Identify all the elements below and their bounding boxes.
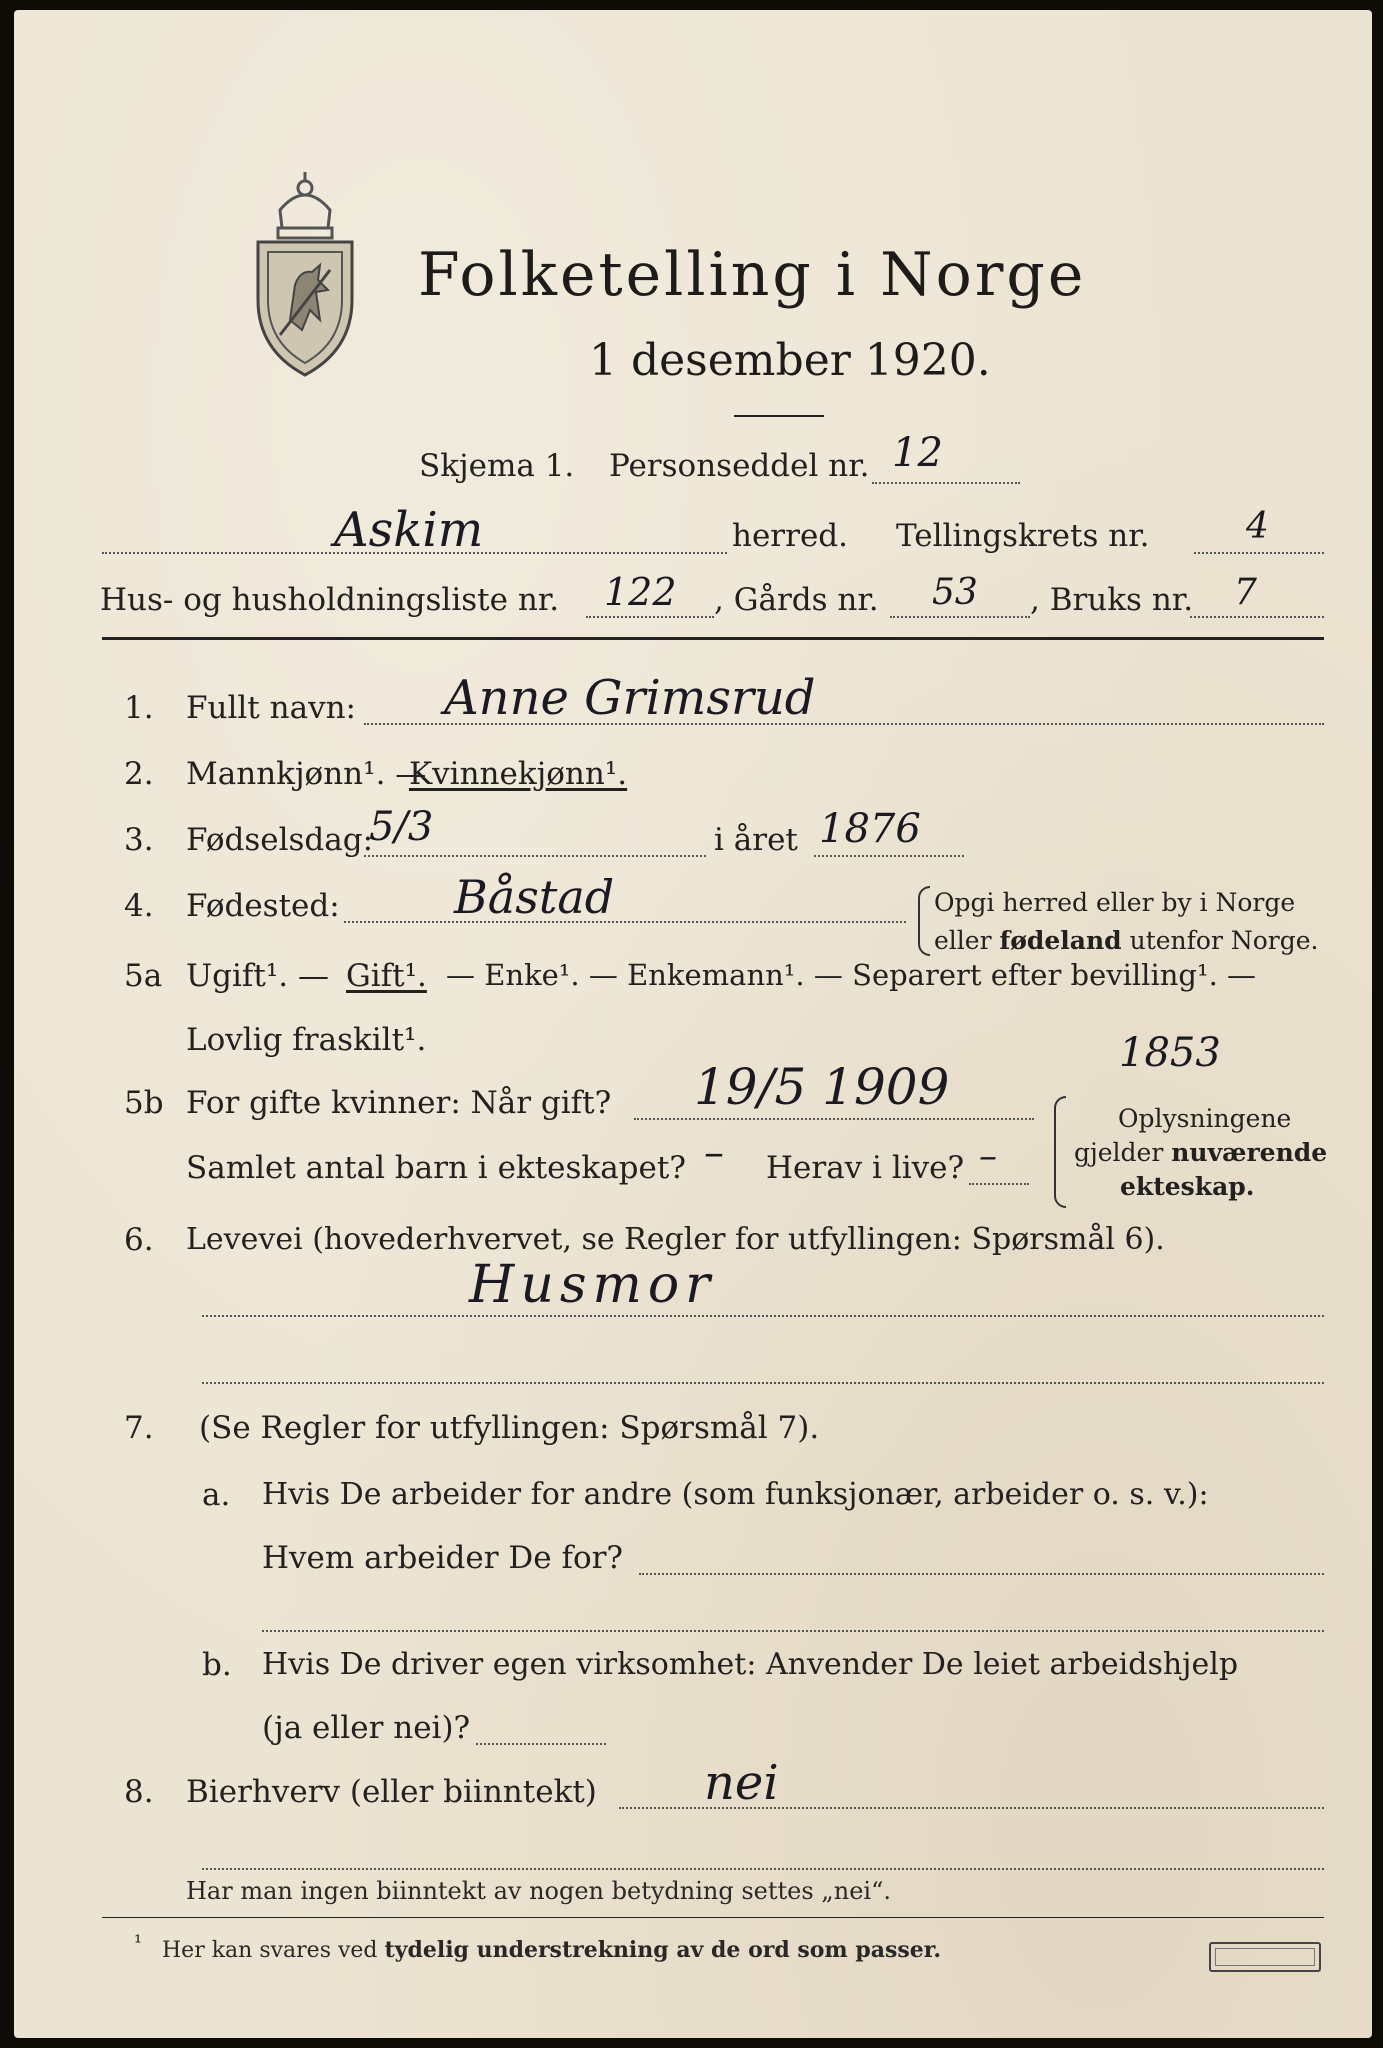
husliste-value: 122	[604, 570, 677, 614]
q1-number: 1.	[124, 690, 154, 726]
q8-line-2	[202, 1868, 1324, 1870]
q5b-line	[634, 1118, 1034, 1120]
personseddel-line	[872, 482, 1020, 484]
q6-line-1	[202, 1315, 1324, 1317]
herred-value: Askim	[334, 502, 484, 558]
q5a-number: 5a	[124, 958, 163, 994]
q5a-rest: — Enke¹. — Enkemann¹. — Separert efter bevilling¹. —	[446, 958, 1257, 992]
bruks-label: , Bruks nr.	[1030, 582, 1194, 618]
q7-number: 7.	[124, 1410, 154, 1446]
q4-note-2: eller fødeland utenfor Norge.	[934, 926, 1319, 955]
q3-number: 3.	[124, 822, 154, 858]
q7a-question: Hvem arbeider De for?	[262, 1540, 624, 1576]
bruks-line	[1190, 616, 1324, 618]
q2-male: Mannkjønn¹. —	[186, 756, 427, 792]
form-subtitle: 1 desember 1920.	[589, 335, 991, 386]
bruks-value: 7	[1234, 572, 1257, 613]
q3-year-line	[814, 855, 964, 857]
q5b-number: 5b	[124, 1085, 164, 1121]
footnote-rule	[102, 1917, 1324, 1918]
q5b-alive-label: Herav i live?	[766, 1150, 965, 1186]
q3-label: Fødselsdag:	[186, 822, 374, 858]
tellingskrets-value: 4	[1246, 506, 1269, 547]
q6-value: Husmor	[469, 1255, 716, 1315]
q5b-note-2: gjelder nuværende	[1074, 1138, 1328, 1167]
title-divider	[734, 415, 824, 417]
q1-label: Fullt navn:	[186, 690, 356, 726]
skjema-label: Skjema 1.	[419, 448, 575, 484]
q7-label: (Se Regler for utfyllingen: Spørsmål 7).	[199, 1410, 820, 1446]
q5b-alive-value: –	[979, 1136, 997, 1177]
gards-value: 53	[932, 572, 978, 613]
gards-label: , Gårds nr.	[714, 582, 879, 618]
footnote-text: Her kan svares ved tydelig understrekning av de ord som passer.	[162, 1937, 942, 1963]
personseddel-value: 12	[892, 430, 943, 476]
form-title: Folketelling i Norge	[418, 240, 1087, 310]
q1-value: Anne Grimsrud	[444, 670, 816, 726]
q3-year-label: i året	[714, 822, 798, 858]
printer-stamp-inner	[1215, 1948, 1315, 1966]
q5b-note-3: ekteskap.	[1120, 1172, 1255, 1201]
q3-year-value: 1876	[819, 806, 921, 852]
q7b-text: Hvis De driver egen virksomhet: Anvender De leiet arbeidshjelp	[262, 1647, 1239, 1682]
tellingskrets-label: Tellingskrets nr.	[896, 518, 1150, 554]
coat-of-arms-icon	[250, 170, 360, 380]
q7b-question: (ja eller nei)?	[262, 1710, 471, 1746]
q5a-fraskilt: Lovlig fraskilt¹.	[186, 1022, 427, 1058]
q5b-children-label: Samlet antal barn i ekteskapet?	[186, 1150, 686, 1186]
q7a-letter: a.	[202, 1477, 231, 1513]
gards-line	[890, 616, 1030, 618]
q4-brace	[918, 886, 930, 956]
q5b-label: For gifte kvinner: Når gift?	[186, 1085, 612, 1121]
q5b-alive-line	[969, 1183, 1029, 1185]
q5b-brace	[1054, 1096, 1066, 1208]
q5a-ugift: Ugift¹. —	[186, 958, 329, 994]
census-form	[14, 10, 1372, 2038]
q4-number: 4.	[124, 888, 154, 924]
printer-stamp	[1209, 1942, 1321, 1972]
q2-number: 2.	[124, 756, 154, 792]
tellingskrets-line	[1194, 552, 1324, 554]
footnote-mark: ¹	[134, 1930, 143, 1954]
q8-note: Har man ingen biinntekt av nogen betydning settes „nei“.	[186, 1877, 891, 1905]
q8-value: nei	[704, 1755, 779, 1811]
q7a-line-2	[262, 1630, 1324, 1632]
herred-label: herred.	[732, 518, 848, 554]
q7a-text: Hvis De arbeider for andre (som funksjonær, arbeider o. s. v.):	[262, 1477, 1209, 1512]
q7a-line-1	[639, 1573, 1324, 1575]
q5b-margin-note: 1853	[1119, 1030, 1221, 1076]
q3-line	[364, 855, 706, 857]
q3-value: 5/3	[369, 804, 434, 850]
q2-female: Kvinnekjønn¹.	[409, 756, 628, 792]
header-rule	[102, 637, 1324, 640]
q8-label: Bierhverv (eller biinntekt)	[186, 1774, 597, 1810]
q5b-note-1: Oplysningene	[1118, 1104, 1292, 1133]
q8-number: 8.	[124, 1774, 154, 1810]
q5b-value: 19/5 1909	[694, 1058, 950, 1116]
q7b-line	[476, 1743, 606, 1745]
q4-label: Fødested:	[186, 888, 340, 924]
husliste-line	[586, 616, 714, 618]
q4-value: Båstad	[454, 870, 615, 924]
q4-note-1: Opgi herred eller by i Norge	[934, 888, 1296, 917]
q6-line-2	[202, 1382, 1324, 1384]
q5a-gift: Gift¹.	[346, 958, 427, 994]
personseddel-label: Personseddel nr.	[609, 448, 870, 484]
q6-number: 6.	[124, 1222, 154, 1258]
q7b-letter: b.	[202, 1647, 232, 1683]
q6-label: Levevei (hovederhvervet, se Regler for utfyllingen: Spørsmål 6).	[186, 1222, 1165, 1257]
q4-line	[344, 921, 906, 923]
q5b-children-value: –	[704, 1130, 724, 1176]
husliste-label: Hus- og husholdningsliste nr.	[100, 582, 560, 618]
